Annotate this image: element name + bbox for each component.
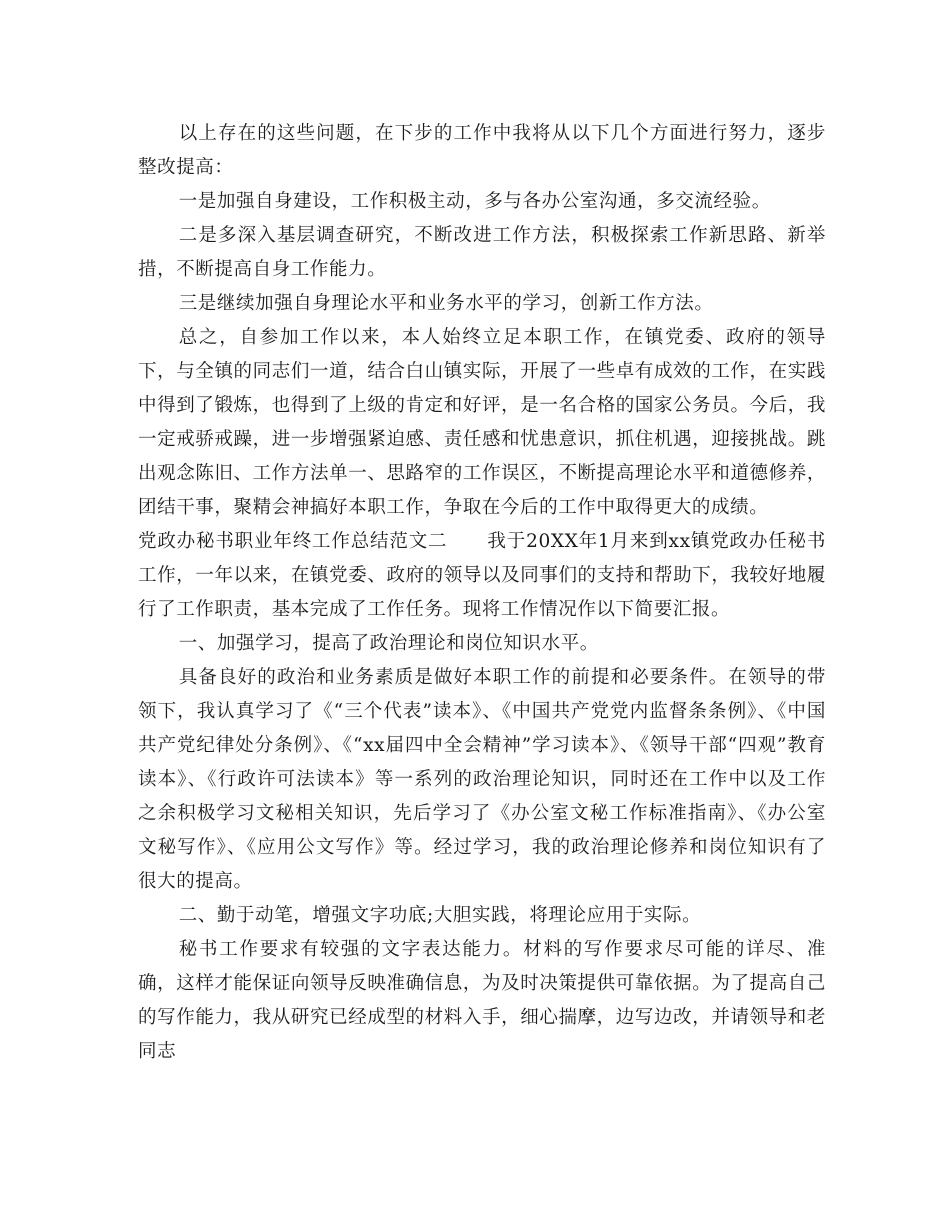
paragraph-study-detail: 具备良好的政治和业务素质是做好本职工作的前提和必要条件。在领导的带领下，我认真学习了《“三个代表”读本》、《中国共产党党内监督条条例》、《中国共产党纪律处分条例》、《“xx届四中全会精神”学习读本》、《领导干部“四观”教育读本》、《行政许可法读本》等一系列的政治理论知识，同时还在工作中以及工作之余积极学习文秘相关知识，先后学习了《办公室文秘工作标准指南》、《办公室文秘写作》、《应用公文写作》等。经过学习，我的政治理论修养和岗位知识有了很大的提高。 <box>138 667 826 892</box>
paragraph-heading-study: 一、加强学习，提高了政治理论和岗位知识水平。 <box>178 633 599 654</box>
paragraph-point-three: 三是继续加强自身理论水平和业务水平的学习，创新工作方法。 <box>178 293 714 314</box>
section-intro: 我于20XX年1月来到xx镇党政办任秘书工作，一年以来，在镇党委、政府的领导以及同事们的支持和帮助下，我较好地履行了工作职责，基本完成了工作任务。现将工作情况作以下简要汇报。 <box>138 531 826 620</box>
paragraph-point-one: 一是加强自身建设，工作积极主动，多与各办公室沟通，多交流经验。 <box>178 191 771 212</box>
paragraph-heading-writing: 二、勤于动笔，增强文字功底;大胆实践，将理论应用于实际。 <box>178 905 702 926</box>
section-heading-line <box>138 525 826 627</box>
document-body <box>138 117 826 1069</box>
paragraph-point-two: 二是多深入基层调查研究，不断改进工作方法，积极探索工作新思路、新举措，不断提高自身工作能力。 <box>138 225 826 280</box>
section-title: 党政办秘书职业年终工作总结范文二 <box>138 531 448 552</box>
paragraph-summary: 总之，自参加工作以来，本人始终立足本职工作，在镇党委、政府的领导下，与全镇的同志们一道，结合白山镇实际，开展了一些卓有成效的工作，在实践中得到了锻炼，也得到了上级的肯定和好评，是一名合格的国家公务员。今后，我一定戒骄戒躁，进一步增强紧迫感、责任感和忧患意识，抓住机遇，迎接挑战。跳出观念陈旧、工作方法单一、思路窄的工作误区，不断提高理论水平和道德修养，团结干事，聚精会神搞好本职工作，争取在今后的工作中取得更大的成绩。 <box>138 327 826 518</box>
paragraph-intro: 以上存在的这些问题，在下步的工作中我将从以下几个方面进行努力，逐步整改提高： <box>138 123 826 178</box>
paragraph-writing-detail: 秘书工作要求有较强的文字表达能力。材料的写作要求尽可能的详尽、准确，这样才能保证向领导反映准确信息，为及时决策提供可靠依据。为了提高自己的写作能力，我从研究已经成型的材料入手，细心揣摩，边写边改，并请领导和老同志 <box>138 939 826 1062</box>
